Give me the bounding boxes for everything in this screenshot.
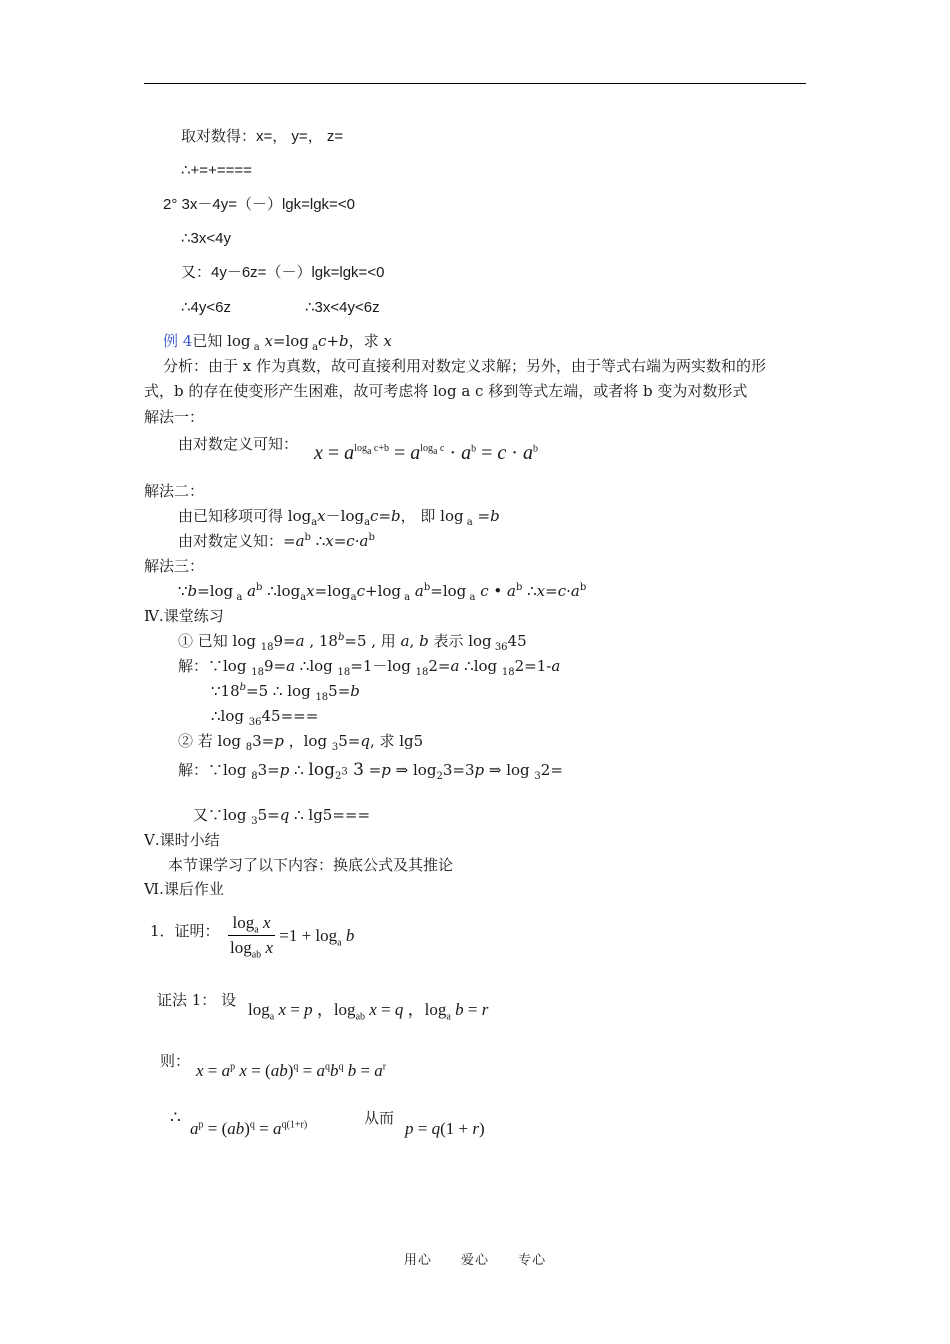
method-2-step-1: 由已知移项可得 $\log_ax-\log_ac=b$， 即 log $_a$ =b <box>178 507 500 528</box>
summary-text: 本节课学习了以下内容：换底公式及其推论 <box>168 856 454 874</box>
exercise-1-sol-1: 解：∵log $_{18}$9=a ∴log $_{18}$=1－log $_{18}$2=a ∴log $_{18}$2=1-a <box>178 657 561 678</box>
example-4 <box>163 331 392 351</box>
line-take-log: 取对数得：x=， y=， z= <box>181 128 344 145</box>
proof-1-assumptions: $\log_a x = p$ ，$\log_{ab} x = q$ ，$\log_a b = r$ <box>248 1000 489 1023</box>
exercise-2: ② 若 log $_8$3=p ，log $_3$5=q, 求 lg5 <box>178 732 424 753</box>
hence-formula: p = q(1 + r) <box>405 1119 485 1138</box>
page-footer <box>0 1249 950 1268</box>
proof-1-label: 证法 1： 设 <box>157 991 237 1009</box>
footer-item: 专心 <box>518 1253 547 1268</box>
therefore-formula: $a^p = (ab)^q = a^{q(1+r)}$ <box>190 1119 308 1138</box>
log-fraction: $\frac{\log_a x}{\log_{ab} x}$ <box>230 913 273 961</box>
example-4-statement: 已知 log $_a$ x=log $_a$c+b，求 x <box>192 332 392 353</box>
exercise-1: ① 已知 log $_{18}$9=a , $18^b=5$ , 用 a, b 表示 log $_{36}$45 <box>178 632 527 653</box>
line-3x-lt-4y: ∴3x<4y <box>181 230 231 247</box>
method-2-step-2: 由对数定义知：$=a^b$ $\therefore x=c\cdot a^b$ <box>178 532 375 550</box>
line-sum: ∴+=+==== <box>181 162 252 179</box>
analysis-line-1: 分析：由于 x 作为真数，故可直接利用对数定义求解；另外，由于等式右端为两实数和的形 <box>163 357 766 375</box>
analysis-line-2: 式，b 的存在使变形产生困难，故可考虑将 log a c 移到等式左端，或者将 b 变为对数形式 <box>144 382 748 400</box>
line-compare-2: 又：4y－6z=（－）lgk=lgk=<0 <box>181 264 385 281</box>
header-rule <box>144 83 806 84</box>
footer-item: 用心 <box>403 1253 432 1268</box>
exercise-1-sol-3: ∴log $_{36}$45=== <box>211 707 319 728</box>
homework-1-label: 1．证明： <box>150 922 220 940</box>
section-6-heading: Ⅵ.课后作业 <box>144 880 224 898</box>
hence-label: 从而 <box>364 1109 395 1127</box>
method-1-formula: $x = a^{log_a c+b} = a^{log_a c} \cdot a^b = c \cdot a^b$ <box>314 442 538 464</box>
therefore-symbol: ∴ <box>170 1108 181 1128</box>
line-conclusion: ∴3x<4y<6z <box>305 299 380 316</box>
section-4-heading: Ⅳ.课堂练习 <box>144 607 224 625</box>
method-1-heading: 解法一： <box>144 408 205 426</box>
section-5-heading: Ⅴ.课时小结 <box>144 831 220 849</box>
example-4-label: 例 4 <box>163 332 193 350</box>
footer-item: 爱心 <box>460 1253 489 1268</box>
line-4y-lt-6z: ∴4y<6z <box>181 299 231 316</box>
method-1-label: 由对数定义可知： <box>178 435 299 453</box>
exercise-2-sol-1: 解：∵log $_8$3=p ∴ $\log_{2^3} 3 =p$ ⇒ $\log_23=3p$ ⇒ log $_3$2= <box>178 760 563 783</box>
then-label: 则： <box>160 1052 191 1070</box>
exercise-2-sol-2: 又∵log $_3$5=q ∴ lg5=== <box>193 806 371 827</box>
line-compare-1: 2° 3x－4y=（－）lgk=lgk=<0 <box>163 196 355 213</box>
then-formulas: $x = a^p$ $x = (ab)^q = a^qb^q$ $b = a^r$ <box>196 1061 387 1080</box>
method-2-heading: 解法二： <box>144 482 205 500</box>
homework-1-formula: $\frac{\log_a x}{\log_{ab} x}$ $=1 + \log_a b$ <box>230 913 355 961</box>
method-3-heading: 解法三： <box>144 557 205 575</box>
method-3-step: ∵b=log $_a$ $a^b$ $\therefore\log_ax=\log_ac+\log$ $_a$ $a^b=\log$ $_a$ c • $a^b$ $\therefore x=c\cdot a^b$ <box>178 582 587 603</box>
exercise-1-sol-2: $\because 18^b=5$ ∴ log $_{18}$5=b <box>211 682 360 703</box>
